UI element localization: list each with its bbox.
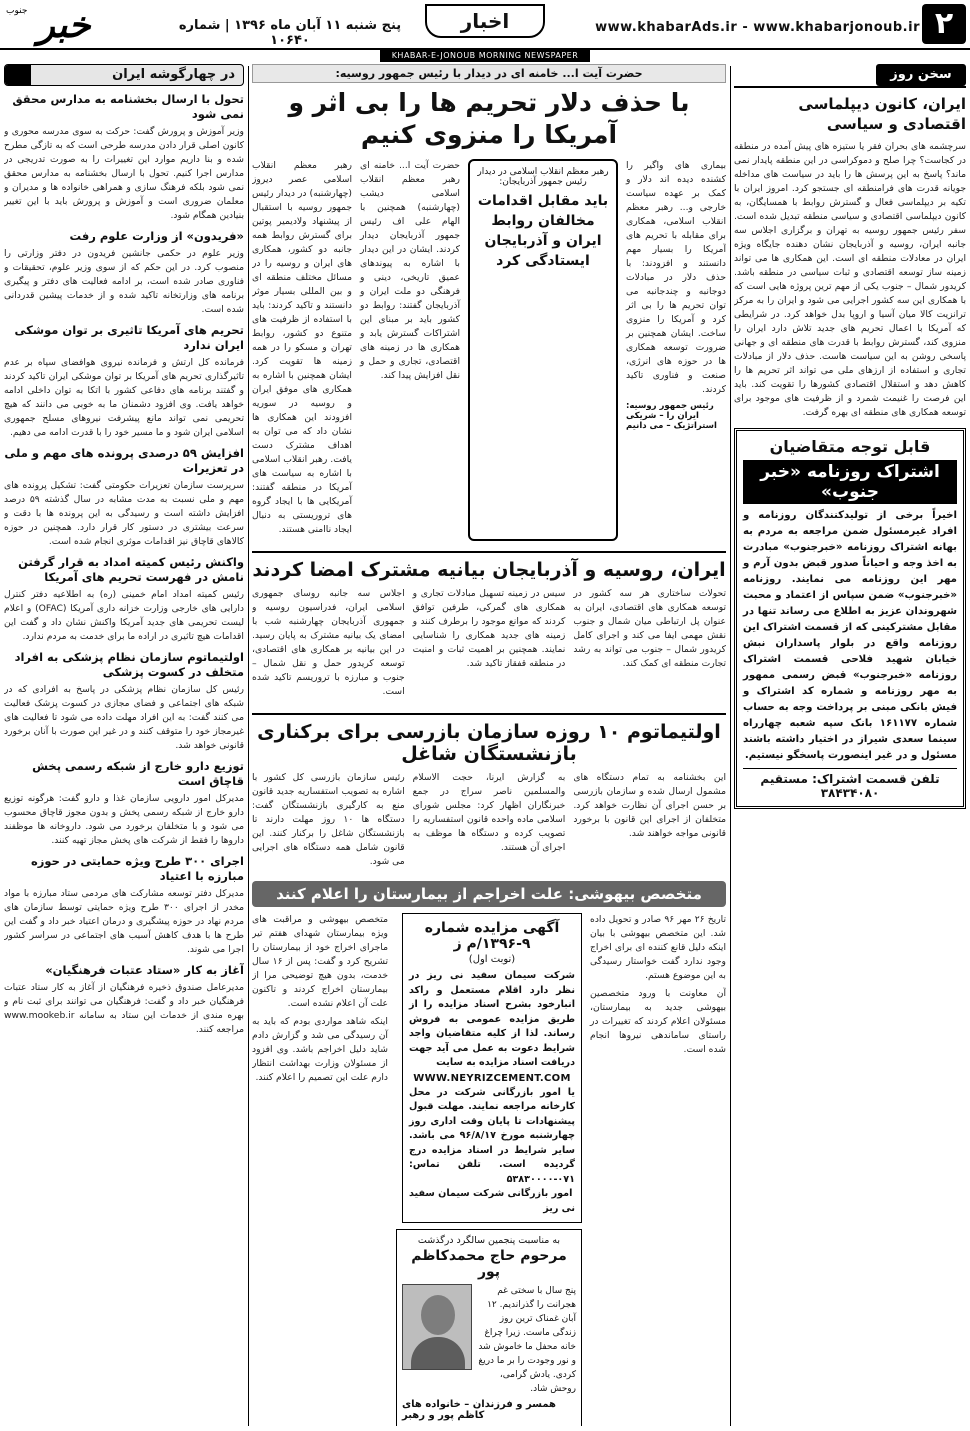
notice-body: اخیراً برخی از تولیدکنندگان روزنامه و افراد غیرمسئول ضمن مراجعه به مردم به بهانه اشتراک روزنامه «خبرجنوب» مبادرت به اخذ وجه و احیاناً صدور قبض بدون آرم و مهر این روزنامه می نمایند. روزنامه «خبرجنوب» ضمن سپاس از اعتماد و محبت شهروندان عزیز به اطلاع می رساند تنها در مقابل مشترکینی که از قسمت اشتراک این روزنامه واقع در بلوار پاسداران نبش خیابان شهید فلاحی قسمت اشتراک روزنامه «خبرجنوب» قبض رسمی ممهور به مهر روزنامه و شماره کد اشتراک و فیش بانکی مبنی بر پرداخت وجه به حساب شماره ۱۶۱۱۷۷ بانک سپه شعبه چهارراه سینما سعدی شیراز در اختیار داشته باشند مسئول و در غیر اینصورت پاسخگو نیستیم. xyxy=(743,510,957,761)
website-line[interactable]: www.khabarAds.ir - www.khabarjonoub.ir xyxy=(595,20,920,35)
right-column-editorial xyxy=(734,64,966,1426)
lead-headline[interactable]: با حذف دلار تحریم ها را بی اثر و آمریکا را منزوی کنیم xyxy=(288,88,690,149)
newspaper-logo[interactable] xyxy=(4,4,124,50)
title-accent xyxy=(5,65,31,85)
news-body: مدیرکل دفتر توسعه مشارکت های مردمی ستاد مبارزه با مواد مخدر از اجرای ۳۰۰ طرح ویژه حمایتی توسط سازمان های مردم نهاد در حوزه پیشگیری و درمان اعتیاد خبر داد و گفت این طرح ها با هدف کاهش آسیب های اجتماعی در سراسر کشور اجرا می شوند. xyxy=(4,888,244,955)
editorial-body: سرچشمه های بحران فقر یا ستیزه های پیش آمده در منطقه در کجاست؟ چرا صلح و دموکراسی در این منطقه پایدار نمی ماند؟ پاسخ به این پرسش ها را باید در سیاست های مداخله جویانه قدرت های فرامنطقه ای جستجو کرد. امروز ایران با تکیه بر دیپلماسی فعال و گسترش روابط با همسایگان، به کانون دیپلماسی اقتصادی و سیاسی منطقه تبدیل شده است. سفر رئیس جمهور روسیه به تهران و برگزاری اجلاس سه جانبه ایران، روسیه و آذربایجان نشان دهنده جایگاه ویژه ایران در معادلات منطقه ای است. این همکاری ها می تواند زمینه ساز توسعه اقتصادی و ثبات سیاسی در منطقه باشد. کریدور شمال – جنوب یکی از مهم ترین پروژه هایی است که با همکاری این سه کشور اجرایی می شود و ایران را به مرکز ترانزیت کالا میان آسیا و اروپا بدل خواهد کرد. در شرایطی که آمریکا با اعمال تحریم های جدید تلاش دارد ایران را منزوی کند، گسترش روابط با قدرت های منطقه ای و جهانی پاسخی روشن به این سیاست هاست. حذف دلار از مبادلات تجاری و استفاده از ارزهای ملی می تواند اثر تحریم ها را کاهش دهد و استقلال اقتصادی کشورها را تقویت کند. باید این فرصت را غنیمت شمرد و از ظرفیت های موجود برای توسعه همکاری های منطقه ای بهره گرفت. xyxy=(734,141,966,418)
lead-story-col: حضرت آیت ا... خامنه ای رهبر معظم انقلاب اسلامی دیشب (چهارشنبه) همچنین با الهام علی اف رئیس جمهور آذربایجان دیدار کردند. ایشان در این دیدار با اشاره به پیوندهای عمیق تاریخی، دینی و فرهنگی دو ملت ایران و آذربایجان گفتند: روابط دو کشور باید بر مبنای این اشتراکات گسترش یابد و همکاری ها در زمینه های اقتصادی، تجاری و حمل و نقل افزایش پیدا کند. xyxy=(360,160,460,381)
notice-phone: تلفن قسمت اشتراک: مستقیم ۳۸۴۳۴۰۸۰ xyxy=(743,768,957,800)
story-col: به گزارش ایرنا، حجت الاسلام والمسلمین ناصر سراج در جمع خبرنگاران اظهار کرد: مجلس شورای اسلامی ماده واحده قانون استفساریه را تصویب کرده و دستگاه ها موظف به اجرای آن هستند. xyxy=(412,772,566,853)
logo-text: خبر xyxy=(37,4,91,46)
tender-title: آگهی مزایده شماره ۹-۱۳۹۶/م ز xyxy=(424,920,560,952)
story-body xyxy=(252,771,726,873)
tender-subtitle: (نوبت اول) xyxy=(468,954,516,965)
story-banner-headline[interactable]: متخصص بیهوشی: علت اخراجم از بیمارستان را اعلام کنند xyxy=(252,881,726,907)
story-text: متخصص بیهوشی و مراقبت های ویژه بیمارستان شهدای هفتم تیر ماجرای اخراج خود از بیمارستان را تشریح کرد و گفت: پس از ۱۶ سال خدمت، بدون هیچ توضیحی مرا از بیمارستان اخراج کردند و تاکنون علت آن اعلام نشده است. xyxy=(252,914,388,1009)
news-body: مدیرعامل صندوق ذخیره فرهنگیان از آغاز به کار ستاد عتبات فرهنگیان خبر داد و گفت: فرهنگیان می توانند برای ثبت نام و بهره مندی از خدمات این ستاد به سامانه www.mookeb.ir مراجعه کنند. xyxy=(4,982,244,1035)
story-headline[interactable]: ایران، روسیه و آذربایجان بیانیه مشترک امضا کردند xyxy=(252,551,726,581)
editorial-tag: سخن روز xyxy=(876,64,966,86)
memorial-signature: همسر و فرزندان – خانواده های کاظم پور و رهبر xyxy=(402,1399,556,1421)
news-body: وزیر علوم در حکمی جانشین فریدون در دفتر وزارتی را منصوب کرد. در این حکم که از سوی وزیر علوم، تحقیقات و فناوری صادر شده است، بر ادامه فعالیت های دفتر و پیگیری برنامه های وزارتخانه تاکید شده و از خدمات پیشین قدردانی شده است. xyxy=(4,248,244,315)
issue-date-line: پنج شنبه ۱۱ آبان ماه ۱۳۹۶ | شماره ۱۰۶۴۰ xyxy=(178,18,402,48)
memorial-text: پنج سال با سختی غم هجرانت را گذراندیم. ۱۲ آبان غمناک ترین روز زندگی ماست. زیرا چراغ خانه محفل ما خاموش شد و نور وجودت را بر ما دریغ کردی. یادش گرامی، روحش شاد. xyxy=(478,1286,576,1394)
story-col: سیس در زمینه تسهیل مبادلات تجاری و همکاری های گمرکی، طرفین توافق کردند که موانع موجود را برطرف کنند و زمینه های جدید همکاری را شناسایی نمایند. همچنین بر اهمیت ثبات و امنیت در منطقه قفقاز تاکید شد. xyxy=(412,588,566,669)
news-headline[interactable]: توزیع دارو خارج از شبکه رسمی پخش قاچاق است xyxy=(32,759,244,788)
memorial-ad[interactable] xyxy=(396,1229,582,1426)
story-col: این بخشنامه به تمام دستگاه های مشمول ارسال شده و سازمان بازرسی بر حسن اجرای آن نظارت خواهد کرد. متخلفان از اجرای این قانون با برخورد قانونی مواجه خواهند شد. xyxy=(573,772,726,839)
pull-quote-box[interactable] xyxy=(468,159,618,541)
tender-signature: امور بازرگانی شرکت سیمان سفید نی ریز xyxy=(409,1188,575,1214)
portrait-body xyxy=(411,1337,465,1370)
story-text: تاریخ ۲۶ مهر ۹۶ صادر و تحویل داده شد. این متخصص بیهوشی با بیان اینکه دلیل قانع کننده ای برای اخراج وجود ندارد گفت خواستار رسیدگی به این موضوع هستم. xyxy=(590,914,726,981)
bottom-section xyxy=(252,913,726,1426)
story-col xyxy=(252,913,388,1426)
news-headline[interactable]: اجرای ۳۰۰ طرح ویژه حمایتی در حوزه مبارزه با اعتیاد xyxy=(30,854,244,883)
column-divider xyxy=(730,66,731,1426)
memorial-content xyxy=(402,1284,576,1396)
sub-headline: رئیس جمهور روسیه: ایران را – شریکی استراتژیک – می دانیم xyxy=(626,401,717,431)
news-headline[interactable]: واکنش رئیس کمیته امداد به قرار گرفتن نامش در فهرست تحریم های آمریکا xyxy=(18,555,244,584)
notice-subtitle: اشتراک روزنامه «خبر جنوب» xyxy=(743,460,957,504)
tender-text: شرکت سیمان سفید نی ریز در نظر دارد اقلام مستعمل و راکد انبارخود بشرح اسناد مزایده را از طریق مزایده عمومی به فروش رساند. لذا از کلیه متقاضیان واجد شرایط دعوت به عمل می آید جهت دریافت اسناد مزایده به سایت xyxy=(409,970,575,1068)
lead-story-col: رهبر معظم انقلاب اسلامی عصر دیروز (چهارشنبه) در دیدار رئیس جمهور روسیه با استقبال از پیشنهاد ولادیمیر پوتین برای گسترش روابط همه جانبه دو کشور، همکاری های ایران و روسیه را در مسائل مختلف منطقه ای و بین المللی بسیار موثر دانستند و تاکید کردند: باید با استفاده از ظرفیت های متنوع دو کشور، روابط تهران و مسکو را در همه زمینه ها تقویت کرد. ایشان همچنین با اشاره به همکاری های موفق ایران و روسیه در سوریه افزودند این همکاری ها نشان داد که می توان به اهداف مشترک دست یافت. رهبر انقلاب اسلامی با اشاره به سیاست های آمریکا در منطقه گفتند: آمریکایی ها با ایجاد گروه های تروریستی به دنبال ایجاد ناامنی هستند. xyxy=(252,160,352,535)
story-body xyxy=(252,587,726,703)
left-column-title xyxy=(4,64,244,86)
center-column xyxy=(252,64,726,1426)
lead-story-text: بیماری های واگیر را کشنده دیده اند دلار و کمک بر عهده سیاست خارجی و... رهبر معظم انقلاب اسلامی، همکاری برای مقابله با تحریم های آمریکا را بسیار مهم دانستند و افزودند: با حذف دلار در مبادلات دوجانبه و چندجانبه می توان تحریم ها را بی اثر کرد و آمریکا را منزوی ساخت. ایشان همچنین بر ضرورت توسعه همکاری ها در حوزه های انرژی، صنعت و فناوری تاکید کردند. xyxy=(626,160,726,395)
pull-quote-headline: باید مقابل اقدامات مخالفان روابط ایران و آذربایجان ایستادگی کرد xyxy=(477,193,609,269)
story-col: تحولات ساختاری هر سه کشور در توسعه همکاری های اقتصادی، ایران به عنوان پل ارتباطی میان شمال و جنوب نقش مهمی ایفا می کند و اجرای کامل کریدور شمال – جنوب می تواند به رشد تجارت منطقه ای کمک کند. xyxy=(573,588,726,669)
news-headline[interactable]: اولتیماتوم سازمان نظام پزشکی به افراد متخلف در کسوت پزشکی xyxy=(14,650,244,679)
news-headline[interactable]: آغاز به کار «ستاد عتبات فرهنگیان» xyxy=(45,963,244,977)
news-headline[interactable]: تحول با ارسال بخشنامه به مدارس محقق نمی شود xyxy=(12,92,244,121)
story-col: رئیس سازمان بازرسی کل کشور با اشاره به تصویب استفساریه جدید قانون منع به کارگیری بازنشستگان گفت: دستگاه ها ۱۰ روز مهلت دارند تا بازنشستگان شاغل را برکنار کنند. این قانون شامل همه دستگاه های اجرایی می شود. xyxy=(252,772,405,867)
story-headline[interactable]: اولتیماتوم ۱۰ روزه سازمان بازرسی برای برکناری بازنشستگان شاغل xyxy=(252,713,726,765)
memorial-kicker: به مناسبت پنجمین سالگرد درگذشت xyxy=(417,1235,561,1246)
masthead xyxy=(0,0,970,60)
memorial-name: مرحوم حاج محمدکاظم پور xyxy=(411,1248,567,1280)
tender-text: یا امور بازرگانی شرکت در محل کارخانه مراجعه نمایند. مهلت قبول پیشنهادات تا پایان وقت اداری روز چهارشنبه مورخ ۹۶/۸/۱۷ می باشد. سایر شرایط در اسناد مزایده درج گردیده است. تلفن تماس: ۰۷۱-۵۳۸۳۰۰۰۰ xyxy=(409,1086,576,1185)
page-number: ۲ xyxy=(922,4,966,44)
news-headline[interactable]: افزایش ۵۹ درصدی پرونده های مهم و ملی در تعزیرات xyxy=(4,446,244,475)
news-body: فرمانده کل ارتش و فرمانده نیروی هوافضای سپاه بر عدم تاثیرگذاری تحریم های آمریکا بر توان موشکی ایران تاکید کردند و گفتند برنامه های دفاعی کشور با اتکا به توان داخلی ادامه خواهد یافت. وی افزود دشمنان ما به خوبی می دانند که هیچ تحریمی نمی تواند مانع پیشرفت نیروهای مسلح جمهوری اسلامی ایران شود و ما مسیر خود را با قدرت ادامه می دهیم. xyxy=(4,357,244,438)
portrait-photo xyxy=(402,1284,472,1370)
news-body: مدیرکل امور دارویی سازمان غذا و دارو گفت: هرگونه توزیع دارو خارج از شبکه رسمی پخش و بدون مجوز قاچاق محسوب می شود و با متخلفان برخورد می شود. داروخانه ها موظفند داروها را فقط از شرکت های پخش مجاز تهیه کنند. xyxy=(4,793,244,846)
editorial-headline[interactable]: ایران، کانون دیپلماسی اقتصادی و سیاسی xyxy=(798,95,966,133)
ads-stack xyxy=(396,913,582,1426)
notice-title: قابل توجه متقاضیان xyxy=(769,437,931,456)
left-column-provinces xyxy=(4,64,244,1426)
news-headline[interactable]: «فریدون» از وزارت علوم رفت xyxy=(69,229,244,243)
news-body: رئیس کل سازمان نظام پزشکی در پاسخ به افرادی که در شبکه های اجتماعی و فضای مجازی در کسوت پزشک فعالیت می کنند گفت: به این افراد مهلت داده می شود تا فعالیت های غیرمجاز خود را متوقف کنند و در غیر این صورت با آنان برخورد قانونی خواهد شد. xyxy=(4,684,244,751)
pull-quote-kicker: رهبر معظم انقلاب اسلامی در دیدار رئیس جمهور آذربایجان: xyxy=(477,167,609,187)
news-body: وزیر آموزش و پرورش گفت: حرکت به سوی مدرسه محوری و کانون اصلی قرار دادن مدرسه طرحی است که به تازگی مطرح شده و بنا داریم موارد این تغییرات را به صورت تدریجی در مدارس اجرا کنیم. تحول با ارسال بخشنامه به مدارس محقق نمی شود بلکه فرهنگ سازی و همراهی خانواده ها و مدیران و معلمان ضروری است و آموزش و پرورش باید با این تغییر بنیادین همگام شود. xyxy=(4,126,244,221)
logo-subtext: جنوب xyxy=(6,6,28,16)
story-col: اجلاس سه جانبه روسای جمهوری اسلامی ایران، فدراسیون روسیه و جمهوری آذربایجان چهارشنبه شب با امضای یک بیانیه مشترک به پایان رسید. در این بیانیه بر همکاری های اقتصادی، توسعه کریدور حمل و نقل شمال – جنوب و مبارزه با تروریسم تاکید شده است. xyxy=(252,588,405,697)
lead-story-col xyxy=(626,159,726,541)
story-col xyxy=(590,913,726,1426)
left-column-title-text: در چهارگوشه ایران xyxy=(112,67,235,82)
column-divider xyxy=(248,66,249,1426)
story-text: آن معاونت با ورود متخصصین بیهوشی جدید به بیمارستان، مسئولان اعلام کردند که تغییرات در راستای ساماندهی نیروها انجام شده است. xyxy=(590,988,726,1055)
english-tagline: KHABAR-E-JONOUB MORNING NEWSPAPER xyxy=(380,50,590,62)
subscription-notice[interactable] xyxy=(734,428,966,809)
lead-story xyxy=(252,159,726,541)
tender-url-link[interactable]: WWW.NEYRIZCEMENT.COM xyxy=(413,1072,571,1084)
section-title: اخبار xyxy=(425,4,545,38)
news-body: سرپرست سازمان تعزیرات حکومتی گفت: تشکیل پرونده های مهم و ملی نسبت به مدت مشابه در سال گذشته ۵۹ درصد افزایش داشته است و رسیدگی به این پرونده ها با دقت و سرعت بیشتری در دستور کار قرار دارد. همچنین در حوزه کالاهای قاچاق نیز اقدامات موثری انجام شده است. xyxy=(4,480,244,547)
story-text: اینکه شاهد مواردی بودم که باید به آن رسیدگی می شد و گزارش دادم شاید دلیل اخراجم باشد. وی افزود از مسئولان وزارت بهداشت انتظار دارم علت این تصمیم را اعلام کنند. xyxy=(252,1016,388,1083)
lead-kicker: حضرت آیت ا... خامنه ای در دیدار با رئیس جمهور روسیه: xyxy=(252,64,726,83)
news-body: رئیس کمیته امداد امام خمینی (ره) به اطلاعیه دفتر کنترل دارایی های خارجی وزارت خزانه داری آمریکا (OFAC) و اعلام لیست تحریمی های جدید آمریکا واکنش نشان داد و گفت این اقدامات هیچ تاثیری در اراده ما برای خدمت به مردم ندارد. xyxy=(4,589,244,642)
tender-ad[interactable] xyxy=(402,913,582,1223)
portrait-head xyxy=(421,1295,455,1335)
editorial-kicker-bar xyxy=(734,64,966,88)
news-headline[interactable]: تحریم های آمریکا تاثیری بر توان موشکی ایران ندارد xyxy=(14,323,244,352)
